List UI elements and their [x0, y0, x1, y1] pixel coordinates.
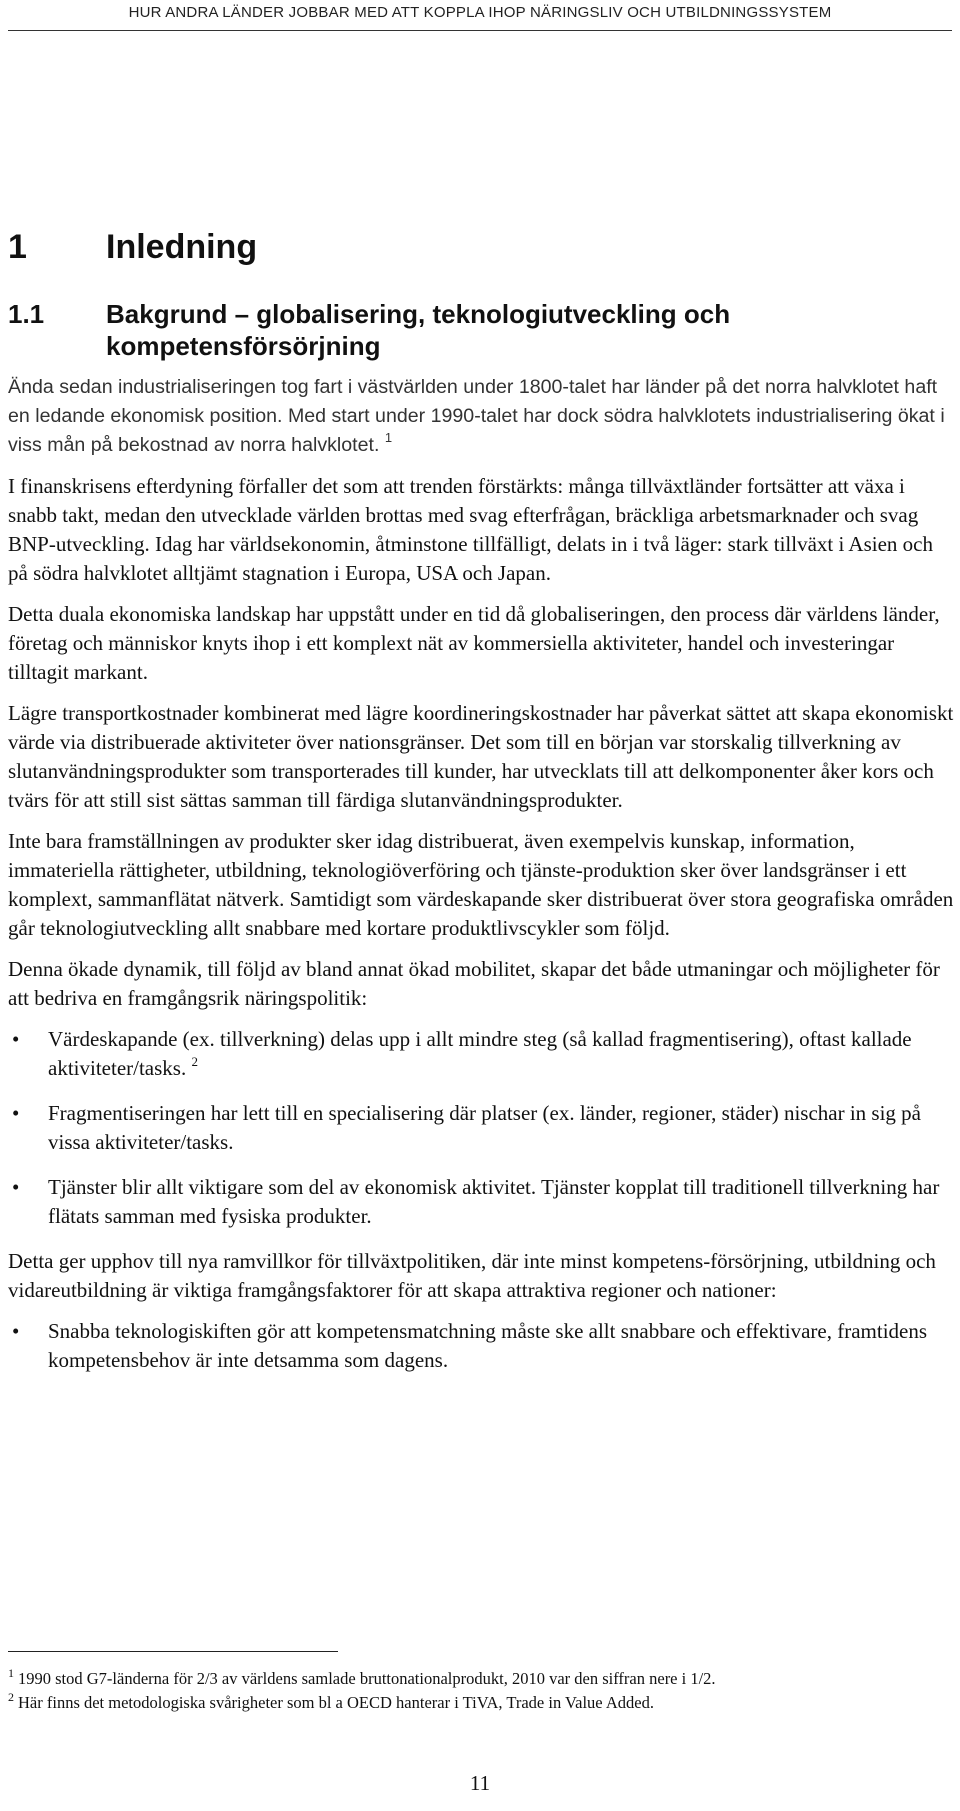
paragraph: I finanskrisens efterdyning förfaller det som att trenden förstärkts: många tillväxtländer fortsätter att växa i snabb takt, medan den utvecklade världen brottas med svag efterfrågan, bräckliga arbetsmarknader och svag BNP-utveckling. Idag har världsekonomin, åtminstone tillfälligt, delats in i två läger: stark tillväxt i Asien och på södra halvklotet alltjämt stagnation i Europa, USA och Japan. — [8, 474, 933, 585]
paragraph: Detta duala ekonomiska landskap har uppstått under en tid då globaliseringen, den process där världens länder, företag och människor knyts ihop i ett komplext nät av kommersiella aktiviteter, handel och investeringar tilltagit markant. — [8, 602, 940, 684]
paragraph: Inte bara framställningen av produkter sker idag distribuerat, även exempelvis kunskap, information, immateriella rättigheter, utbildning, teknologiöverföring och tjänste-produktion sker över landsgränser i ett komplext, sammanflätat nätverk. Samtidigt som värdeskapande sker distribuerat över stora geografiska områden går teknologiutveckling allt snabbare med kortare produktlivscykler som följd. — [8, 829, 954, 940]
list-item-text: Värdeskapande (ex. tillverkning) delas upp i allt mindre steg (så kallad fragmentisering), oftast kallade aktiviteter/tasks. — [48, 1027, 912, 1080]
paragraph: Lägre transportkostnader kombinerat med lägre koordineringskostnader har påverkat sättet att skapa ekonomiskt värde via distribuerade aktiviteter över nationsgränser. Det som till en början var storskalig tillverkning av slutanvändningsprodukter som transporterades till kunder, har utvecklats till att delkomponenter åker kors och tvärs för att still sist sättas samman till färdiga slutanvändningsprodukter. — [8, 701, 954, 812]
footnote-text: 1990 stod G7-länderna för 2/3 av världens samlade bruttonationalprodukt, 2010 var den siffran nere i 1/2. — [18, 1669, 716, 1688]
bullet-list-challenges — [8, 1025, 954, 1231]
list-item — [8, 1025, 954, 1083]
list-item-text: Tjänster blir allt viktigare som del av ekonomisk aktivitet. Tjänster kopplat till traditionell tillverkning har flätats samman med fysiska produkter. — [48, 1175, 940, 1228]
section-heading — [8, 298, 948, 362]
footnote-ref-1[interactable]: 1 — [384, 430, 393, 445]
chapter-number: 1 — [8, 228, 27, 266]
paragraph: Denna ökade dynamik, till följd av bland annat ökad mobilitet, skapar det både utmaningar och möjligheter för att bedriva en framgångsrik näringspolitik: — [8, 957, 940, 1010]
list-item — [8, 1173, 954, 1231]
paragraph-intro — [8, 373, 954, 460]
chapter-title: Inledning — [106, 228, 258, 266]
footnote-divider — [8, 1651, 338, 1652]
running-header: HUR ANDRA LÄNDER JOBBAR MED ATT KOPPLA IHOP NÄRINGSLIV OCH UTBILDNINGSSYSTEM — [128, 4, 832, 21]
list-item — [8, 1317, 954, 1375]
header-divider — [8, 30, 952, 31]
list-item-text: Fragmentiseringen har lett till en specialisering där platser (ex. länder, regioner, städer) nischar in sig på vissa aktiviteter/tasks. — [48, 1101, 922, 1154]
chapter-heading — [8, 228, 257, 267]
bullet-icon: • — [12, 1101, 20, 1125]
list-item-text: Snabba teknologiskiften gör att kompetensmatchning måste ske allt snabbare och effektivare, framtidens kompetensbehov är inte detsamma som dagens. — [48, 1319, 928, 1372]
bullet-icon: • — [12, 1027, 20, 1051]
paragraph: Detta ger upphov till nya ramvillkor för tillväxtpolitiken, där inte minst kompetens-försörjning, utbildning och vidareutbildning är viktiga framgångsfaktorer för att skapa attraktiva regioner och nationer: — [8, 1249, 936, 1302]
page-number: 11 — [469, 1771, 491, 1795]
footnote-number: 1 — [8, 1666, 14, 1680]
bullet-icon: • — [12, 1175, 20, 1199]
section-title: Bakgrund – globalisering, teknologiutveckling och kompetensförsörjning — [106, 299, 731, 361]
paragraph-intro-text: Ända sedan industrialiseringen tog fart i västvärlden under 1800-talet har länder på det norra halvklotet haft en ledande ekonomisk position. Med start under 1990-talet har dock södra halvklotets industrialisering ökat i viss mån på bekostnad av norra halvklotet. — [8, 376, 945, 456]
footnote-text: Här finns det metodologiska svårigheter som bl a OECD hanterar i TiVA, Trade in Value Added. — [18, 1693, 654, 1712]
section-number: 1.1 — [8, 299, 45, 329]
body-text — [8, 373, 954, 1391]
footnote-ref-2[interactable]: 2 — [191, 1054, 198, 1069]
footnote — [8, 1691, 954, 1715]
footnote — [8, 1667, 954, 1691]
footnotes — [8, 1667, 954, 1715]
list-item — [8, 1099, 954, 1157]
bullet-icon: • — [12, 1319, 20, 1343]
bullet-list-competence — [8, 1317, 954, 1375]
footnote-number: 2 — [8, 1690, 14, 1704]
